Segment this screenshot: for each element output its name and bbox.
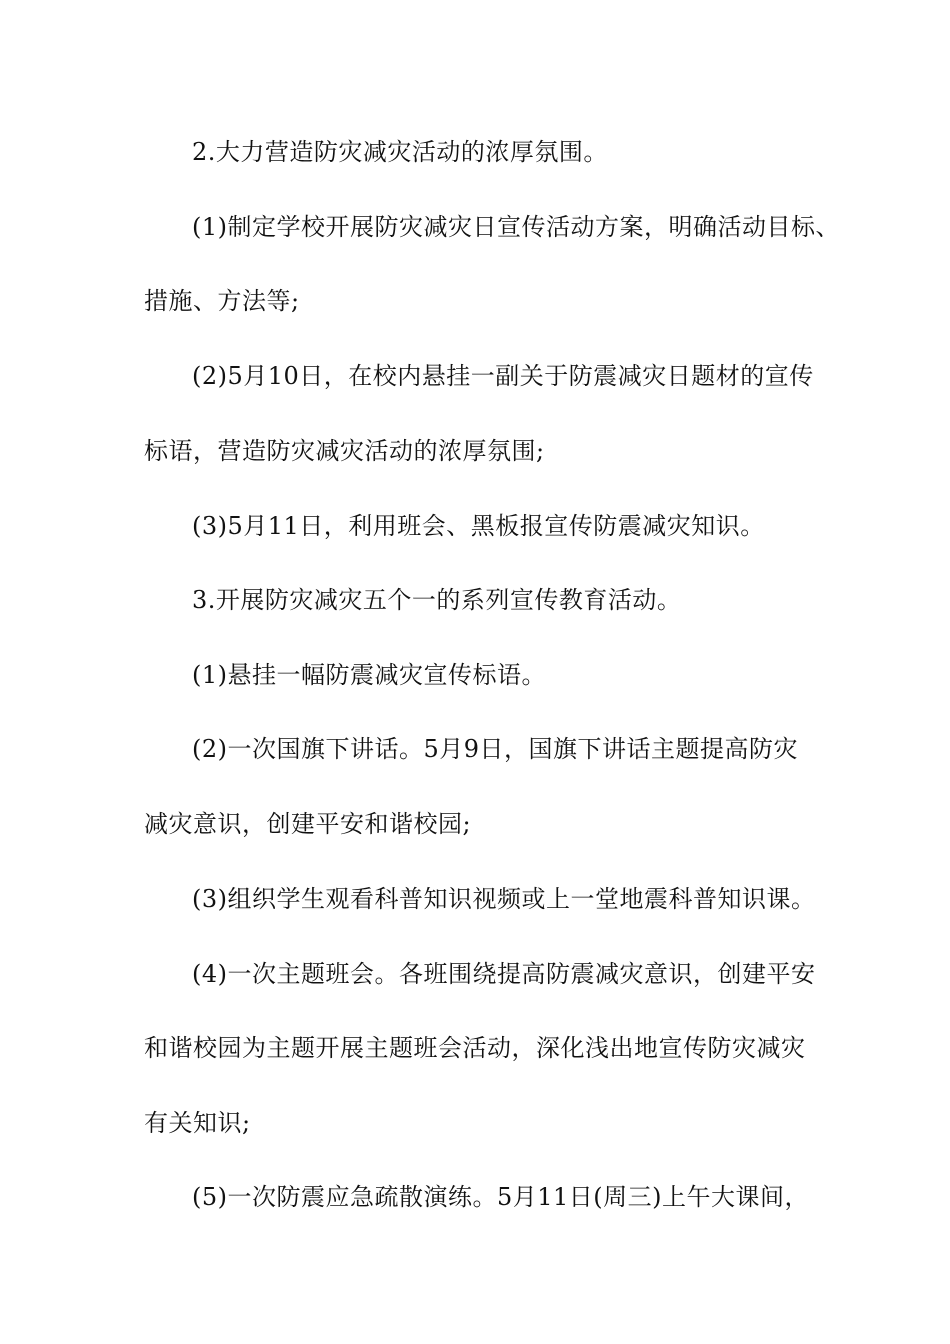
item-3-2-line-1: (2)一次国旗下讲话。5月9日，国旗下讲话主题提高防灾	[192, 735, 799, 763]
item-2-1-line-2: 措施、方法等;	[144, 287, 300, 315]
item-3-3: (3)组织学生观看科普知识视频或上一堂地震科普知识课。	[192, 885, 816, 913]
item-3-2-line-2: 减灾意识，创建平安和谐校园;	[144, 810, 472, 838]
item-2-2-line-2: 标语，营造防灾减灾活动的浓厚氛围;	[144, 437, 545, 465]
item-3-4-line-3: 有关知识;	[144, 1109, 251, 1137]
item-2-3: (3)5月11日，利用班会、黑板报宣传防震减灾知识。	[192, 512, 765, 540]
item-3-5-line-1: (5)一次防震应急疏散演练。5月11日(周三)上午大课间，	[192, 1183, 810, 1211]
heading-2: 2.大力营造防灾减灾活动的浓厚氛围。	[192, 138, 608, 166]
item-3-1: (1)悬挂一幅防震减灾宣传标语。	[192, 661, 546, 689]
item-2-2-line-1: (2)5月10日，在校内悬挂一副关于防震减灾日题材的宣传	[192, 362, 814, 390]
item-3-4-line-2: 和谐校园为主题开展主题班会活动，深化浅出地宣传防灾减灾	[144, 1034, 806, 1062]
item-3-4-line-1: (4)一次主题班会。各班围绕提高防震减灾意识，创建平安	[192, 960, 816, 988]
heading-3: 3.开展防灾减灾五个一的系列宣传教育活动。	[192, 586, 682, 614]
item-2-1-line-1: (1)制定学校开展防灾减灾日宣传活动方案，明确活动目标、	[192, 213, 840, 241]
